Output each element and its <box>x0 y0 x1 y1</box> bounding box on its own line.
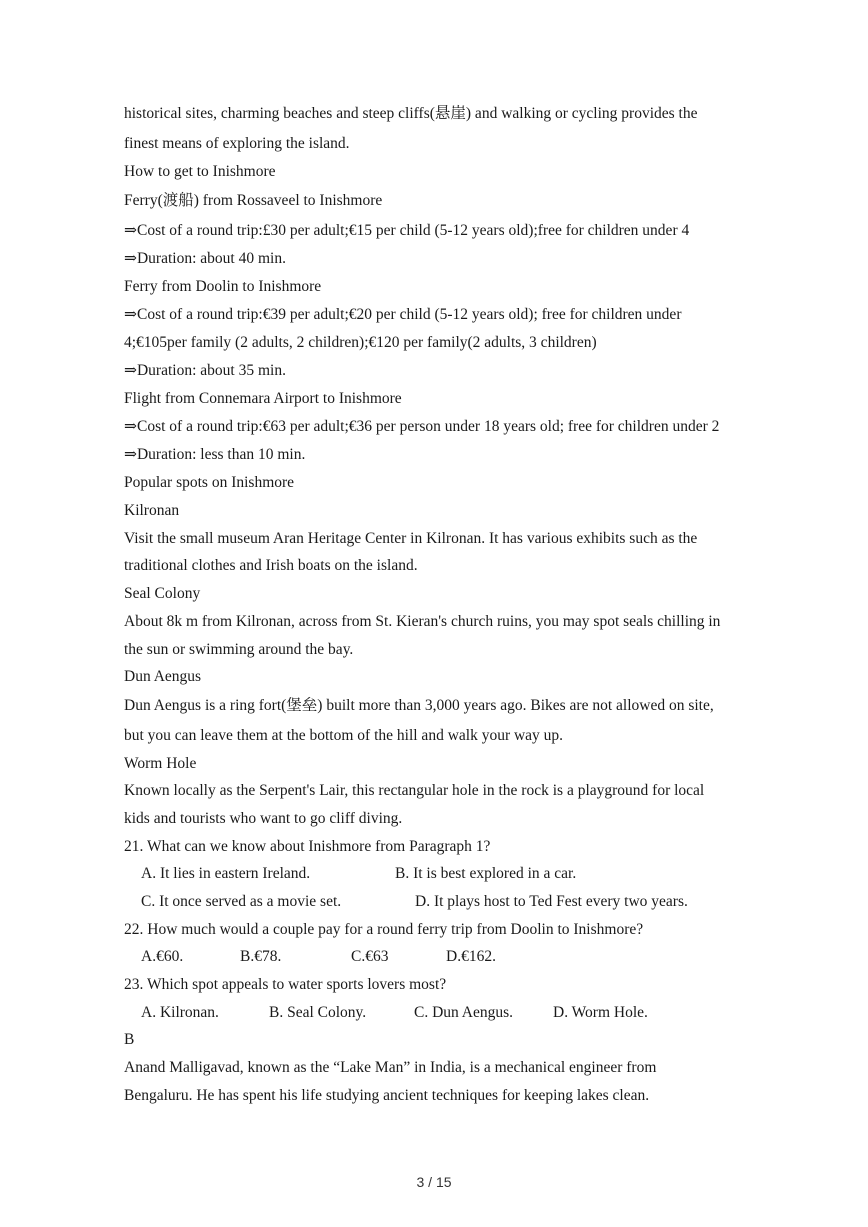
subheading: Dun Aengus <box>124 668 202 685</box>
answer-option: B.€78. <box>240 948 282 965</box>
passage-line: historical sites, charming beaches and steep cliffs(悬崖) and walking or cycling provides the <box>124 105 698 122</box>
passage-line: the sun or swimming around the bay. <box>124 641 354 658</box>
page-number: 3 / 15 <box>416 1174 452 1190</box>
passage-line: traditional clothes and Irish boats on the island. <box>124 557 418 574</box>
answer-option: B. Seal Colony. <box>269 1004 367 1021</box>
passage-line: Bengaluru. He has spent his life studying ancient techniques for keeping lakes clean. <box>124 1087 650 1104</box>
answer-option: C.€63 <box>351 948 389 965</box>
subheading: Flight from Connemara Airport to Inishmore <box>124 390 402 407</box>
info-line: ⇒Cost of a round trip:€39 per adult;€20 per child (5-12 years old); free for children under <box>124 306 682 323</box>
answer-option: A.€60. <box>141 948 184 965</box>
subheading: Worm Hole <box>124 755 197 772</box>
answer-option: D.€162. <box>446 948 496 965</box>
passage-line: Known locally as the Serpent's Lair, this rectangular hole in the rock is a playground for local <box>124 782 705 799</box>
info-line: 4;€105per family (2 adults, 2 children);€120 per family(2 adults, 3 children) <box>124 334 597 351</box>
answer-option: D. It plays host to Ted Fest every two years. <box>415 893 688 910</box>
info-line: ⇒Duration: about 35 min. <box>124 362 286 379</box>
answer-option: C. It once served as a movie set. <box>141 893 342 910</box>
passage-line: but you can leave them at the bottom of the hill and walk your way up. <box>124 727 564 744</box>
question-stem: 23. Which spot appeals to water sports lovers most? <box>124 976 447 993</box>
answer-option: A. It lies in eastern Ireland. <box>141 865 311 882</box>
subheading: Ferry(渡船) from Rossaveel to Inishmore <box>124 192 383 209</box>
section-label: B <box>124 1031 135 1048</box>
question-stem: 22. How much would a couple pay for a round ferry trip from Doolin to Inishmore? <box>124 921 644 938</box>
passage-line: finest means of exploring the island. <box>124 135 350 152</box>
info-line: ⇒Duration: about 40 min. <box>124 250 286 267</box>
passage-line: Anand Malligavad, known as the “Lake Man” in India, is a mechanical engineer from <box>124 1059 657 1076</box>
question-stem: 21. What can we know about Inishmore from Paragraph 1? <box>124 838 491 855</box>
passage-line: Dun Aengus is a ring fort(堡垒) built more than 3,000 years ago. Bikes are not allowed on site, <box>124 697 714 714</box>
section-heading: How to get to Inishmore <box>124 163 276 180</box>
subheading: Seal Colony <box>124 585 201 602</box>
info-line: ⇒Cost of a round trip:€63 per adult;€36 per person under 18 years old; free for children under 2 <box>124 418 720 435</box>
passage-line: kids and tourists who want to go cliff diving. <box>124 810 403 827</box>
info-line: ⇒Cost of a round trip:£30 per adult;€15 per child (5-12 years old);free for children under 4 <box>124 222 690 239</box>
passage-line: About 8k m from Kilronan, across from St. Kieran's church ruins, you may spot seals chilling in <box>124 613 721 630</box>
section-heading: Popular spots on Inishmore <box>124 474 295 491</box>
answer-option: B. It is best explored in a car. <box>395 865 577 882</box>
answer-option: D. Worm Hole. <box>553 1004 648 1021</box>
subheading: Kilronan <box>124 502 180 519</box>
answer-option: C. Dun Aengus. <box>414 1004 514 1021</box>
passage-line: Visit the small museum Aran Heritage Center in Kilronan. It has various exhibits such as the <box>124 530 698 547</box>
answer-option: A. Kilronan. <box>141 1004 219 1021</box>
subheading: Ferry from Doolin to Inishmore <box>124 278 322 295</box>
info-line: ⇒Duration: less than 10 min. <box>124 446 306 463</box>
